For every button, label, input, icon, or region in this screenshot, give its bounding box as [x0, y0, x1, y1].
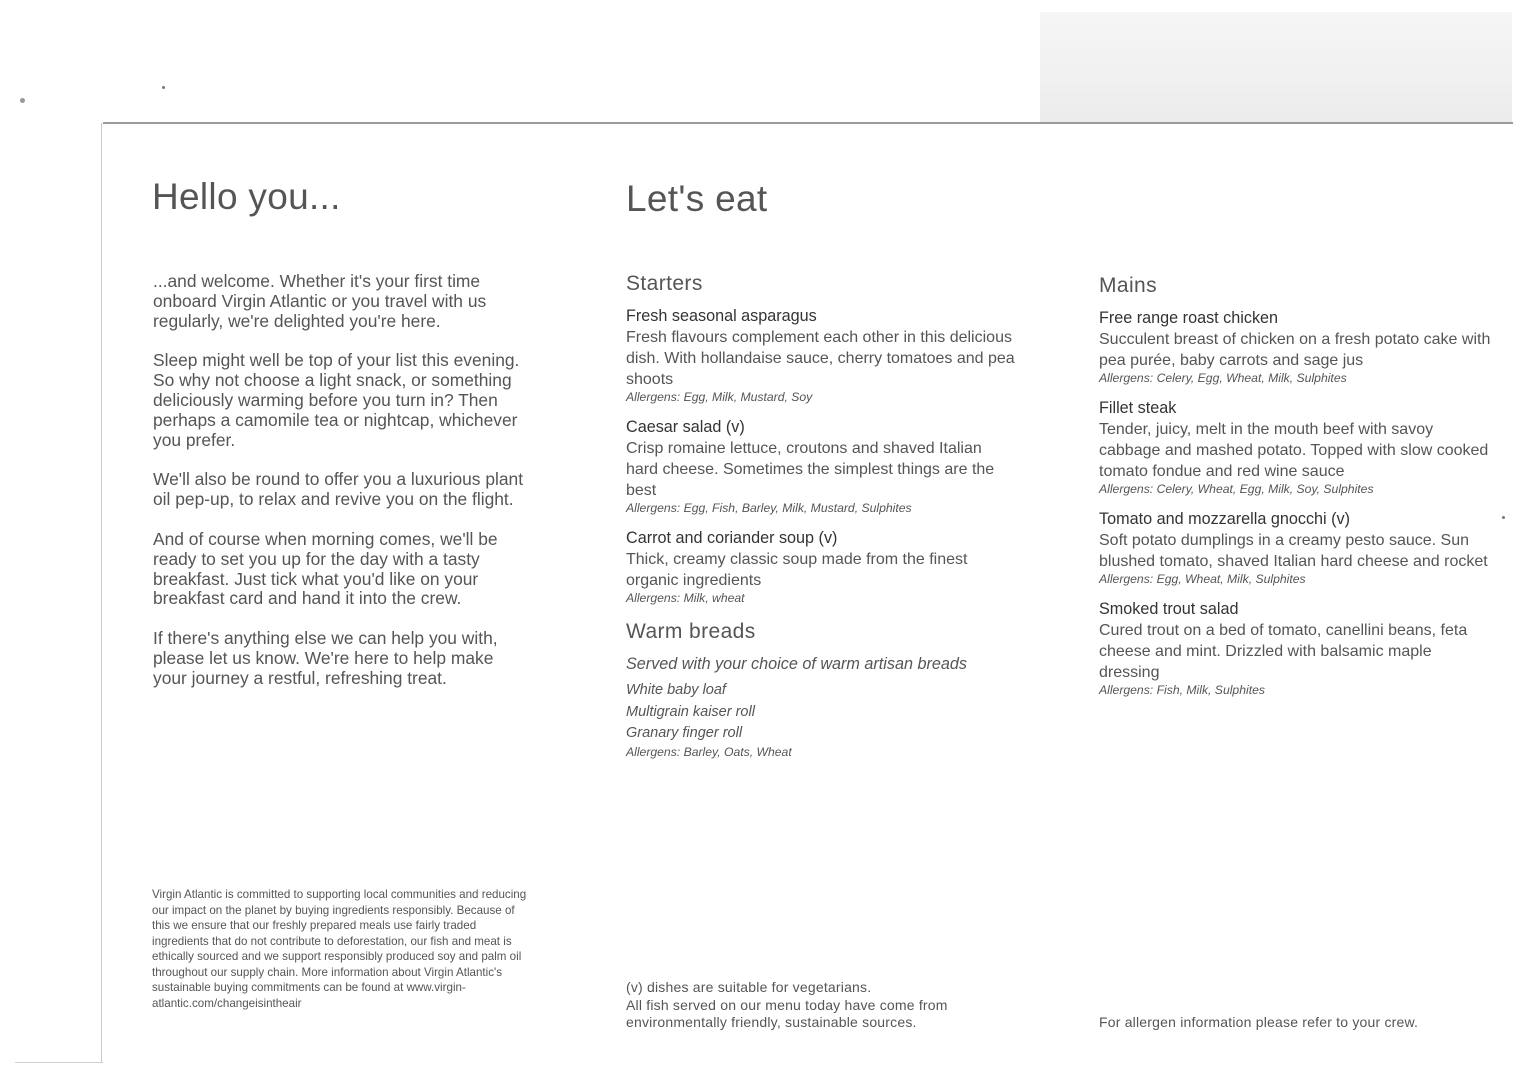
dish-item — [626, 306, 1018, 405]
scan-speck — [20, 98, 25, 103]
dish-allergens: Allergens: Celery, Wheat, Egg, Milk, Soy, Sulphites — [1099, 482, 1374, 496]
vegetarian-note: (v) dishes are suitable for vegetarians. — [626, 979, 872, 995]
scan-shadow — [1040, 12, 1512, 122]
starters-section — [626, 272, 1018, 760]
dish-name: Carrot and coriander soup (v) — [626, 529, 838, 547]
page-edge-left — [101, 123, 102, 1063]
page-edge-bottom — [15, 1062, 103, 1063]
dish-description: Succulent breast of chicken on a fresh potato cake with pea purée, baby carrots and sage jus — [1099, 331, 1491, 369]
mains-title: Mains — [1099, 274, 1158, 297]
dish-item — [1099, 308, 1491, 386]
dish-name: Free range roast chicken — [1099, 309, 1279, 327]
dish-description: Cured trout on a bed of tomato, canellini beans, feta cheese and mint. Drizzled with balsamic maple dressing — [1099, 622, 1468, 681]
bread-item: Multigrain kaiser roll — [626, 703, 755, 720]
dish-item — [1099, 599, 1491, 698]
bread-item: Granary finger roll — [626, 725, 743, 741]
dish-name: Caesar salad (v) — [626, 418, 745, 436]
welcome-paragraph: And of course when morning comes, we'll be ready to set you up for the day with a tasty breakfast. Just tick what you'd like on your breakfast card and hand it into the crew. — [153, 528, 498, 609]
dish-item — [626, 528, 1018, 606]
dish-description: Crisp romaine lettuce, croutons and shaved Italian hard cheese. Sometimes the simplest things are the best — [626, 440, 995, 499]
dish-allergens: Allergens: Egg, Milk, Mustard, Soy — [626, 390, 813, 404]
welcome-heading: Hello you... — [152, 176, 341, 217]
page-edge-top — [103, 122, 1513, 124]
dish-allergens: Allergens: Egg, Wheat, Milk, Sulphites — [1099, 572, 1306, 586]
welcome-paragraph: ...and welcome. Whether it's your first time onboard Virgin Atlantic or you travel with us regularly, we're delighted you're here. — [153, 271, 487, 331]
welcome-paragraph: Sleep might well be top of your list this evening. So why not choose a light snack, or something deliciously warming before you turn in? Then perhaps a camomile tea or nightcap, whichever you prefer. — [153, 350, 520, 450]
dish-name: Tomato and mozzarella gnocchi (v) — [1099, 510, 1351, 528]
dish-allergens: Allergens: Egg, Fish, Barley, Milk, Mustard, Sulphites — [626, 501, 912, 515]
breads-allergens: Allergens: Barley, Oats, Wheat — [626, 744, 792, 759]
bread-item: White baby loaf — [626, 682, 726, 698]
welcome-paragraph: If there's anything else we can help you with, please let us know. We're here to help make your journey a restful, refreshing treat. — [153, 628, 498, 688]
dish-description: Soft potato dumplings in a creamy pesto sauce. Sun blushed tomato, shaved Italian hard cheese and rocket — [1099, 532, 1488, 570]
breads-title: Warm breads — [626, 620, 756, 643]
dish-description: Fresh flavours complement each other in this delicious dish. With hollandaise sauce, cherry tomatoes and pea shoots — [626, 329, 1015, 388]
scan-speck — [1502, 516, 1505, 519]
dish-description: Thick, creamy classic soup made from the finest organic ingredients — [626, 551, 968, 589]
dish-item — [1099, 398, 1491, 497]
welcome-paragraph: We'll also be round to offer you a luxurious plant oil pep-up, to relax and revive you on the flight. — [153, 469, 524, 510]
dish-allergens: Allergens: Celery, Egg, Wheat, Milk, Sulphites — [1099, 371, 1347, 385]
fish-sourcing-note: All fish served on our menu today have come from environmentally friendly, sustainable sources. — [626, 996, 948, 1030]
dish-description: Tender, juicy, melt in the mouth beef with savoy cabbage and mashed potato. Topped with slow cooked tomato fondue and red wine sauce — [1099, 421, 1489, 480]
dish-item — [1099, 509, 1491, 587]
notes — [626, 979, 1026, 1032]
scan-speck — [162, 86, 165, 89]
mains-section — [1099, 274, 1491, 710]
dish-item — [626, 417, 1018, 516]
welcome-text — [153, 272, 528, 709]
dish-allergens: Allergens: Milk, wheat — [626, 591, 745, 605]
dish-name: Fillet steak — [1099, 399, 1177, 417]
menu-heading: Let's eat — [626, 178, 768, 219]
breads-subtitle: Served with your choice of warm artisan breads — [626, 655, 967, 673]
dish-name: Smoked trout salad — [1099, 600, 1239, 618]
allergen-crew-note: For allergen information please refer to your crew. — [1099, 1014, 1419, 1030]
sustainability-footnote: Virgin Atlantic is committed to supporting local communities and reducing our impact on the planet by buying ingredients responsibly. Because of this we ensure that our freshly prepared meals use fairly traded ingredients that do not contribute to deforestation, our fish and meat is ethically sourced and we support responsibly produced soy and palm oil throughout our supply chain. More information about Virgin Atlantic's sustainable buying commitments can be found at www.virgin-atlantic.com/changeisintheair — [152, 888, 527, 1010]
dish-name: Fresh seasonal asparagus — [626, 307, 817, 325]
dish-allergens: Allergens: Fish, Milk, Sulphites — [1099, 683, 1265, 697]
starters-title: Starters — [626, 272, 703, 295]
